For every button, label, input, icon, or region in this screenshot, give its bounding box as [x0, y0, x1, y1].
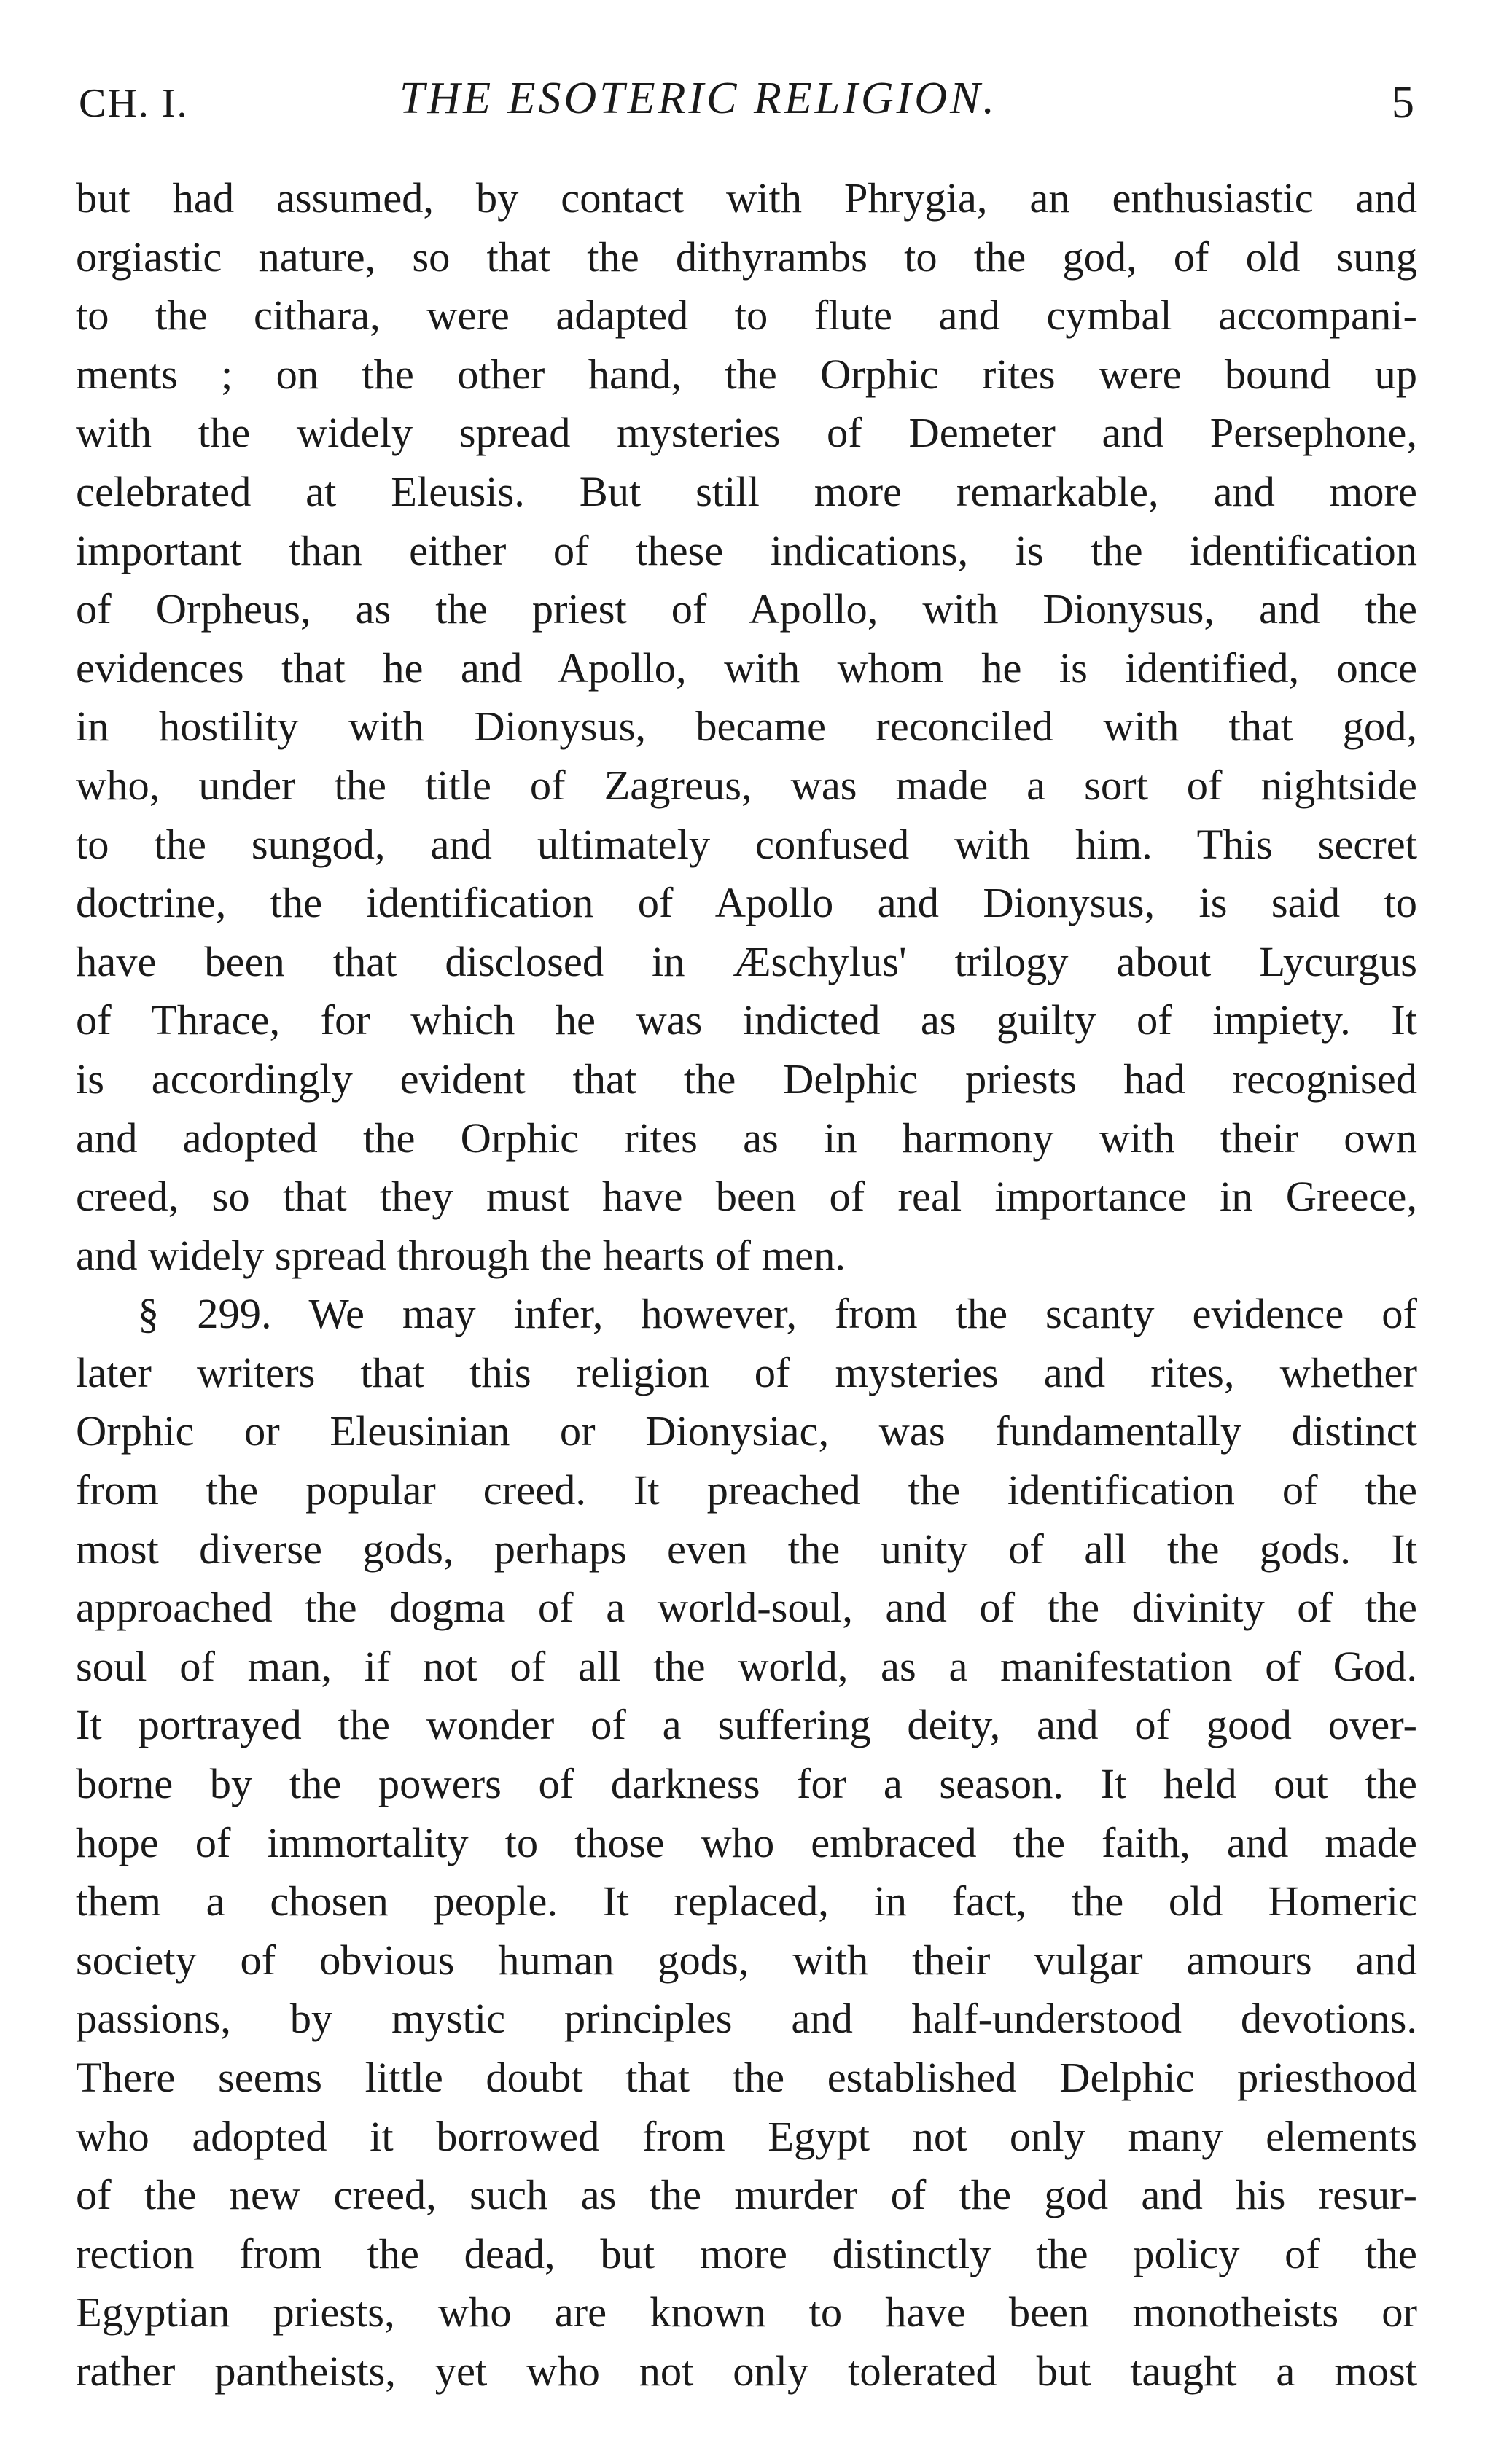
chapter-label: CH. I.: [79, 81, 189, 126]
text-line: of Orpheus, as the priest of Apollo, with Dionysus, and the: [76, 585, 1417, 633]
text-line: soul of man, if not of all the world, as a manifestation of God.: [76, 1642, 1417, 1690]
text-line: with the widely spread mysteries of Demeter and Persephone,: [76, 409, 1417, 457]
text-line: There seems little doubt that the established Delphic priesthood: [76, 2054, 1417, 2101]
running-title: THE ESOTERIC RELIGION.: [399, 74, 997, 123]
paragraph-end-line: and widely spread through the hearts of men.: [76, 1231, 846, 1279]
text-line: rather pantheists, yet who not only tolerated but taught a most: [76, 2347, 1417, 2395]
text-line: approached the dogma of a world-soul, and of the divinity of the: [76, 1584, 1417, 1632]
text-line: them a chosen people. It replaced, in fact, the old Homeric: [76, 1877, 1417, 1925]
text-line: who adopted it borrowed from Egypt not only many elements: [76, 2112, 1417, 2160]
text-line: later writers that this religion of mysteries and rites, whether: [76, 1348, 1417, 1396]
page-number: 5: [1392, 78, 1414, 128]
text-line: creed, so that they must have been of real importance in Greece,: [76, 1173, 1417, 1221]
text-line: Orphic or Eleusinian or Dionysiac, was fundamentally distinct: [76, 1407, 1417, 1455]
text-line: orgiastic nature, so that the dithyrambs to the god, of old sung: [76, 232, 1417, 281]
text-line: doctrine, the identification of Apollo and Dionysus, is said to: [76, 879, 1417, 927]
text-line: rection from the dead, but more distinctly the policy of the: [76, 2229, 1417, 2277]
text-line: and adopted the Orphic rites as in harmony with their own: [76, 1114, 1417, 1162]
text-line: borne by the powers of darkness for a season. It held out the: [76, 1760, 1417, 1808]
body-text: [76, 169, 1417, 2401]
text-line: evidences that he and Apollo, with whom he is identified, once: [76, 644, 1417, 692]
text-line: to the cithara, were adapted to flute and cymbal accompani-: [76, 292, 1417, 340]
text-line: to the sungod, and ultimately confused with him. This secret: [76, 820, 1417, 868]
text-line: most diverse gods, perhaps even the unity of all the gods. It: [76, 1525, 1417, 1573]
running-head: [79, 73, 1414, 131]
text-line: It portrayed the wonder of a suffering deity, and of good over-: [76, 1701, 1417, 1749]
text-line: from the popular creed. It preached the identification of the: [76, 1466, 1417, 1514]
text-line: but had assumed, by contact with Phrygia, an enthusiastic and: [76, 174, 1417, 222]
text-line: have been that disclosed in Æschylus' trilogy about Lycurgus: [76, 937, 1417, 985]
text-line: of the new creed, such as the murder of the god and his resur-: [76, 2171, 1417, 2219]
text-line: celebrated at Eleusis. But still more remarkable, and more: [76, 467, 1417, 515]
text-line: ments ; on the other hand, the Orphic rites were bound up: [76, 350, 1417, 398]
text-line: important than either of these indications, is the identification: [76, 526, 1417, 574]
text-line: who, under the title of Zagreus, was made a sort of nightside: [76, 761, 1417, 809]
text-line: society of obvious human gods, with their vulgar amours and: [76, 1936, 1417, 1984]
text-line: Egyptian priests, who are known to have been monotheists or: [76, 2288, 1417, 2336]
text-line: in hostility with Dionysus, became reconciled with that god,: [76, 703, 1417, 751]
text-line: is accordingly evident that the Delphic priests had recognised: [76, 1055, 1417, 1103]
text-line: hope of immortality to those who embraced the faith, and made: [76, 1818, 1417, 1866]
section-299-opening-line: § 299. We may infer, however, from the scanty evidence of: [138, 1290, 1417, 1338]
text-line: passions, by mystic principles and half-understood devotions.: [76, 1995, 1417, 2043]
text-line: of Thrace, for which he was indicted as guilty of impiety. It: [76, 996, 1417, 1044]
